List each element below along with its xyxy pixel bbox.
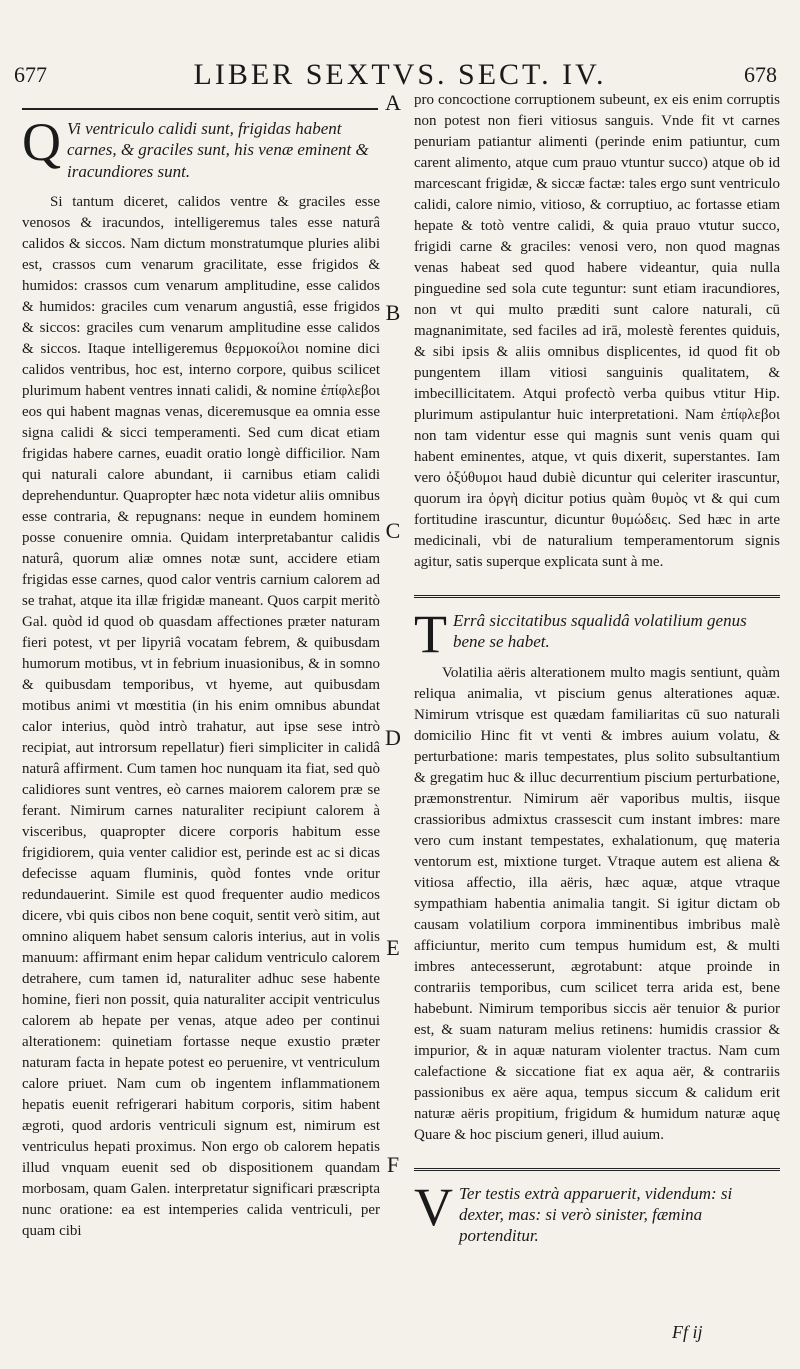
running-title: LIBER SEXTVS. SECT. IV. [193, 58, 607, 91]
lemma-text-2: Errâ siccitatibus squalidâ volatilium genus bene se habet. [453, 611, 747, 652]
aphorism-lemma-2 [414, 604, 780, 664]
left-column [22, 112, 380, 1242]
page-number-right: 678 [744, 62, 777, 87]
aphorism-lemma-3 [414, 1176, 780, 1247]
section-rule-1 [414, 595, 780, 598]
commentary-text-2: Volatilia aëris alterationem multo magis sentiunt, quàm reliqua animalia, vt piscium genus alterationes aquæ. Nimirum vtrisque est quædam familiaritas cū suo naturali domicilio Hinc fit vt venti & imbres auium volatu, & perturbatione: maris tempestates, plus solito subsultantium & gregatim huc & illuc decurrentium piscium perturbatione, præmonstrentur. Nimirum aër vaporibus multis, iisque crassioribus admixtus crassescit cum instant imbres: mare vero cum instant tempestates, exhalationum, quę materia ventorum est, mixtione turget. Vtraque autem est aliena & vitiosa affectio, illa aëris, hæc aquæ, atque vtraque sympathiam habentia animalia tangit. Si igitur dictam ob causam volatilium corpora imminentibus imbribus malè afficiuntur, merito cum tempus humidum est, & multi imbres antecesserunt, ægrotabunt: atque proinde in contrariis temporibus, cum scilicet terra arida est, bene habebunt. Nimirum temporibus siccis aër tenuior & purior est, & suam naturam melius retinens: humidis crassior & impurior, & in aquæ naturam violenter tractus. Nam cum calefactione & siccatione fiat ex aqua aër, & contrariis passionibus ex aëre aqua, tempus siccum & calidum erit naturæ aëris propitium, frigidum & humidum naturæ aquę Quare & hoc piscium generi, illud auium. [414, 664, 780, 1143]
commentary-text: Si tantum diceret, calidos ventre & graciles esse venosos & iracundos, intelligeremus tales esse naturâ calidos & siccos. Nam dictum monstratumque pluries alibi est, crassos cum venarum gracilitate, esse frigidos & humidos: crassos cum venarum amplitudine, esse calidos & humidos: graciles cum venarum angustiâ, esse frigidos & siccos: graciles cum venarum amplitudine esse calidos & siccos. Itaque intelligeremus θερμοκοίλοι nomine dici calidos ventribus, hoc est, interno corpore, quibus scilicet plurimum habent ventres innati calidi, & nomine ἐπίφλεβοι eos qui habent magnas venas, diceremusque ea omnia esse signa calidi & sicci temperamenti. Sed cum dicat etiam frigidas habere carnes, euadit oratio longè difficilior. Nam qui naturali calore abundant, ii carnibus etiam calidi deprehenduntur. Quapropter hæc nota videtur aliis omnibus esse contraria, & repugnans: neque in eundem hominem posse conuenire omnia. Quidam interpretabantur calidis naturâ, quorum aliæ omnes notæ sunt, accidere etiam frigidas esse carnes, quod calor ventris carnium calorem ad se trahat, atque ita illæ frigidæ maneant. Quos carpit meritò Gal. quòd id quod ob quasdam affectiones præter naturam fieri potest, vt per lipyriâ vocatam febrem, & quibusdam humorum motibus, vt in febrium inuasionibus, & in somno & quibusdam temporibus, vt hyeme, aut quibusdam motibus animi vt mœstitia (in his enim omnibus abundat calor interius, quòd intrò trahatur, aut ipse sese intrò recipiat, aut introrsum repellatur) fieri simpliciter in calidâ naturâ affirment. Cum tamen hoc nunquam ita fiat, sed quò calidiores sunt ventres, eò carnes maiorem calorem præ se ferant. Nimirum carnes naturaliter recipiunt calorem à visceribus, quapropter dicere corporis habitum esse frigidiorem, quia venter calidior est, perinde est ac si dicas defecisse aquam fluminis, quòd fontes vnde oritur redundauerint. Simile est quod frequenter audio medicos dicere, vbi quis cibos non bene coquit, sentit verò sitim, aut omnino aliquem habet sensum caloris interius, aut in volis manuum: affirmant enim hepar calidum ventriculo calorem detrahere, cum tamen id, naturaliter adhuc sese habente homine, fieri non possit, quia naturaliter accipit ventriculus calorem ab hepate per venas, atque adeo per continui alterationem: quinetiam fortasse neque exustio præter naturam facta in hepate potest eo peruenire, vt ventriculum calore priuet. Nam cum ob ingentem inflammationem hepatis euenit refrigerari habitum corporis, sitim habent ægroti, quod ardoris ventriculi signum est, nimirum est ventriculus hepati proximus. Non ergo ob calorem hepatis illud vnquam euenit sed ob dispositionem quandam morbosam, quam Galen. interpretatur significari præscripta nunc oratione: ea est intemperies calida ventriculi, per quam cibi [22, 193, 380, 1239]
drop-cap-3: V [414, 1176, 453, 1237]
margin-letter-e: E [386, 935, 400, 960]
running-header [0, 58, 800, 94]
margin-letter-f: F [386, 1152, 400, 1177]
lemma-text-3: Ter testis extrà apparuerit, videndum: si dexter, mas: si verò sinister, fæmina portenditur. [459, 1183, 733, 1245]
aphorism-lemma [22, 112, 380, 182]
drop-cap-2: T [414, 604, 447, 664]
page-number-left: 677 [14, 62, 47, 87]
margin-letter-a: A [385, 90, 401, 115]
commentary-continuation: pro concoctione corruptionem subeunt, ex eis enim corruptis non potest non fieri vitiosus sanguis. Vnde fit vt carnes penuriam patiantur alimenti (perinde enim patiuntur, cum carent alimento, atque cum prauo vtuntur succo) atque ob id marcescant frigidæ, & siccæ factæ: tales ergo sunt ventriculo calidi, calore nimio, vitioso, & corruptiuo, ac fortasse etiam hepate & totò ventre calidi, & quia prauo vtutur succo, frigidi carne & graciles: venosi vero, non quod magnas venas habeat sed quod habere videantur, quia nulla pinguedine sed sola cute teguntur: sunt etiam iracundiores, non vt qui multo præditi sunt calore naturali, cū magnanimitate, sed faciles ad irā, molestè ferentes quiduis, & sibi ipsis & aliis omnibus displicentes, id quod fit ob pungentem illam vitiosi sanguinis qualitatem, & imbecillicitatem. Atqui profectò verba quibus vtitur Hip. plurimum astipulantur huic interpretationi. Nam ἐπίφλεβοι non tam videntur esse qui magnis sunt venis quam qui habent eminentes, atque, vt quis dixerit, superstantes. Iam vero ὀξύθυμοι haud dubiè dicuntur qui celeriter irascuntur, quorum ira ὀργὴ dicitur potius quàm θυμὸς vt & qui cum fortitudine irascuntur, dicuntur θυμώδεις. Sed hæc in arte medicinali, vbi de naturalium temperamentorum signis agitur, satis superque explicata sunt à me. [414, 92, 780, 570]
margin-letter-d: D [385, 725, 401, 750]
lemma-text: Vi ventriculo calidi sunt, frigidas habent carnes, & graciles sunt, his venæ eminent & iracundiores sunt. [67, 119, 369, 181]
printer-signature: Ff ij [672, 1322, 703, 1342]
margin-letter-b: B [385, 300, 401, 325]
header-rule-left [22, 108, 378, 110]
section-rule-2 [414, 1168, 780, 1171]
margin-letter-c: C [385, 518, 401, 543]
right-column [414, 90, 780, 1256]
drop-cap: Q [22, 112, 61, 172]
